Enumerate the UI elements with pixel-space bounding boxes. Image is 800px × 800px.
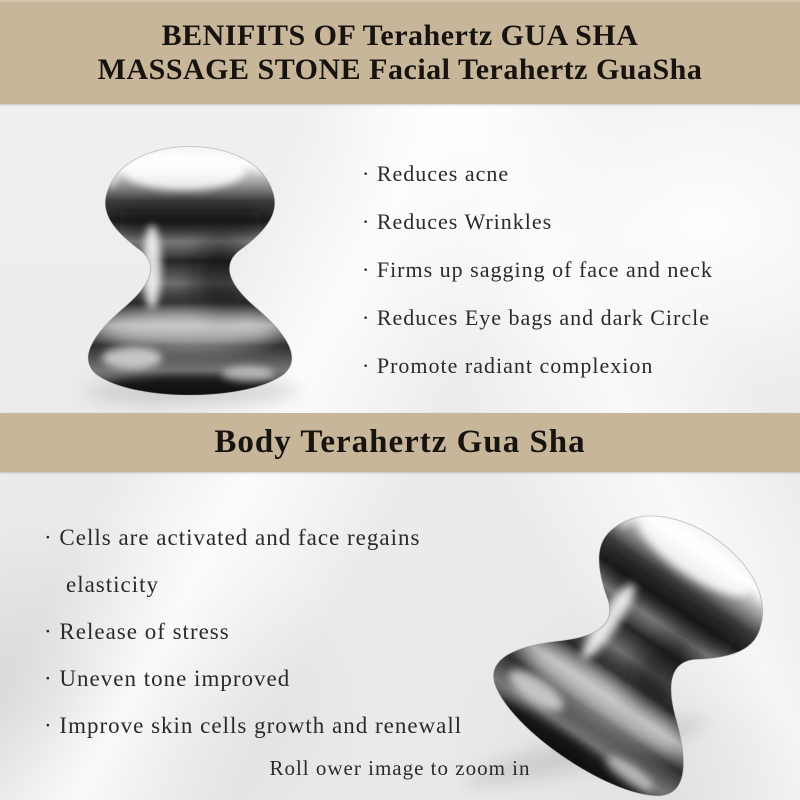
bullet-dot: · bbox=[44, 666, 60, 691]
body-benefit-item bbox=[44, 514, 492, 608]
facial-benefit-text: Firms up sagging of face and neck bbox=[376, 257, 713, 282]
zoom-hint-caption bbox=[0, 756, 800, 781]
facial-benefit-item bbox=[362, 294, 792, 342]
page-title-line2: MASSAGE STONE Facial Terahertz GuaSha bbox=[97, 53, 703, 86]
bullet-dot: · bbox=[362, 305, 377, 330]
page-title-line1: BENIFITS OF Terahertz GUA SHA bbox=[161, 19, 639, 52]
facial-benefit-item bbox=[362, 150, 792, 198]
body-stone-image[interactable] bbox=[468, 476, 800, 800]
body-section-banner bbox=[0, 413, 800, 472]
bullet-dot: · bbox=[44, 713, 60, 738]
bullet-dot: · bbox=[362, 209, 377, 234]
body-benefit-text: Uneven tone improved bbox=[59, 666, 291, 691]
bullet-dot: · bbox=[44, 619, 60, 644]
body-benefit-item bbox=[44, 608, 492, 655]
facial-benefit-text: Reduces Eye bags and dark Circle bbox=[376, 305, 710, 330]
bullet-dot: · bbox=[362, 161, 377, 186]
facial-benefit-text: Reduces Wrinkles bbox=[376, 209, 553, 234]
page-title bbox=[98, 19, 703, 87]
facial-benefits-list bbox=[362, 150, 792, 390]
bullet-dot: · bbox=[362, 257, 377, 282]
body-benefit-item bbox=[44, 702, 492, 749]
facial-benefit-text: Promote radiant complexion bbox=[376, 353, 654, 378]
facial-benefit-text: Reduces acne bbox=[376, 161, 510, 186]
facial-benefit-item bbox=[362, 198, 792, 246]
body-benefit-text: Release of stress bbox=[59, 619, 230, 644]
body-benefit-text: Improve skin cells growth and renewall bbox=[59, 713, 463, 738]
bullet-dot: · bbox=[44, 525, 60, 550]
body-section-title: Body Terahertz Gua Sha bbox=[214, 424, 586, 460]
body-benefit-item bbox=[44, 655, 492, 702]
facial-benefit-item bbox=[362, 342, 792, 390]
header-banner bbox=[0, 0, 800, 104]
body-benefit-text: Cells are activated and face regains elasticity bbox=[59, 525, 421, 597]
facial-benefit-item bbox=[362, 246, 792, 294]
facial-stone-image[interactable] bbox=[88, 146, 292, 407]
bullet-dot: · bbox=[362, 353, 377, 378]
body-benefits-list bbox=[44, 514, 492, 749]
zoom-hint-text: Roll ower image to zoom in bbox=[269, 756, 531, 780]
